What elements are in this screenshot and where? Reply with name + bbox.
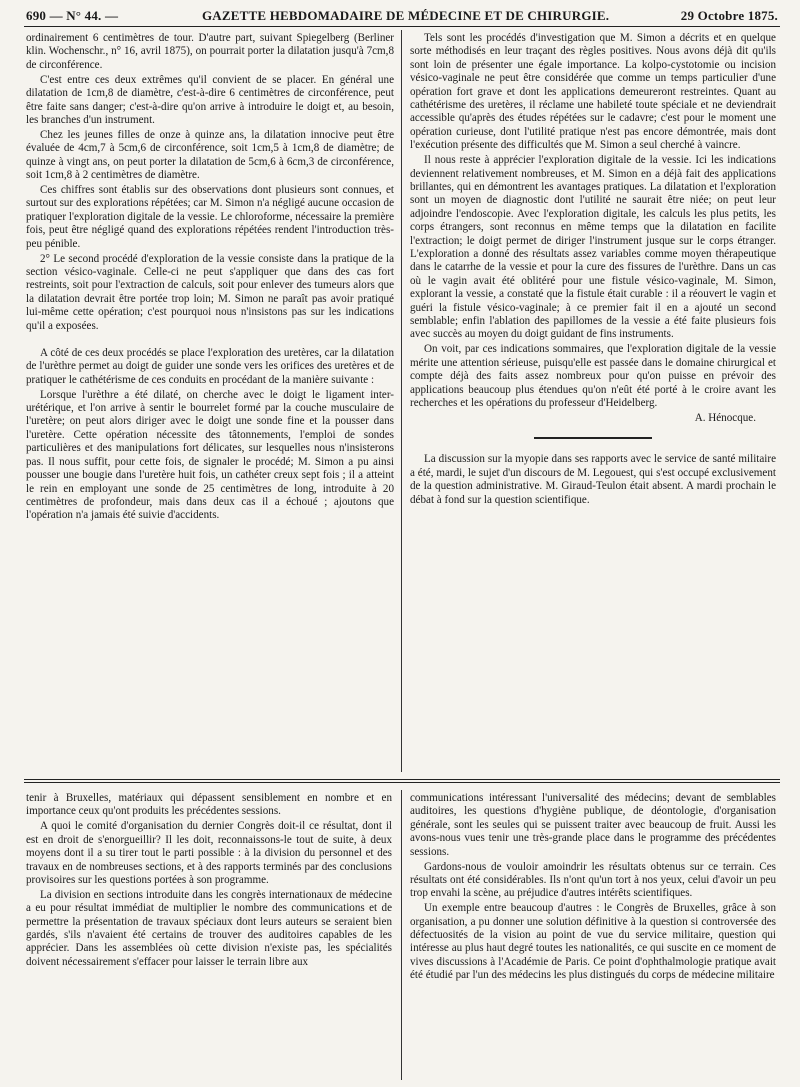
issue-date: 29 Octobre 1875.: [680, 8, 778, 23]
paragraph: communications intéressant l'universalité des médecins; devant de semblables auditoires, les questions d'hygiène publique, de déontologie, d'organisation générale, sont les seules qui se puissent traiter avec beaucoup de fruit. Aussi les avons-nous vues tenir une très-grande place dans le programme des précédentes sessions.: [410, 792, 776, 858]
section-separator: [534, 437, 652, 439]
column-divider: [401, 30, 402, 772]
feuilleton-rule-top: [24, 779, 780, 780]
paragraph: La division en sections introduite dans les congrès internationaux de médecine a eu pour résultat immédiat de multiplier le nombre des communications et de permettre la présentation de travaux spéciaux dont leurs auteurs se seraient bien gardés, s'ils n'avaient été certains de trouver des auditoires capables de les apprécier. Dans les assemblées où cette division n'existe pas, les spécialités doivent nécessairement s'effacer pour laisser le terrain libre aux: [26, 888, 392, 968]
paragraph: La discussion sur la myopie dans ses rapports avec le service de santé militaire a été, mardi, le sujet d'un discours de M. Legouest, qui s'est occupé exclusivement de la question administrative. M. Giraud-Teulon était absent. A mardi prochain le débat à fond sur la question scientifique.: [410, 453, 776, 506]
upper-left-column: [26, 32, 394, 524]
running-header: [26, 8, 778, 26]
paragraph: C'est entre ces deux extrêmes qu'il convient de se placer. En général une dilatation de 1cm,8 de diamètre, c'est-à-dire 6 centimètres de circonférence, peut être faite sans danger; c'est-à-dire qu'on arrive à introduire le doigt et, au besoin, les branches d'un instrument.: [26, 73, 394, 126]
journal-title: GAZETTE HEBDOMADAIRE DE MÉDECINE ET DE CHIRURGIE.: [202, 8, 610, 23]
lower-right-column: [410, 792, 776, 984]
feuilleton-rule-bottom: [24, 782, 780, 783]
lower-left-column: [26, 792, 392, 971]
paragraph: Chez les jeunes filles de onze à quinze ans, la dilatation innocive peut être évaluée de 4cm,7 à 5cm,6 de circonférence, soit 1cm,5 à 1cm,8 de diamètre; de quinze à vingt ans, on peut porter la dilatation de 5cm,6 à 6cm,3 de circonférence, soit 1cm,8 à 2 centimètres de diamètre.: [26, 128, 394, 182]
paragraph: tenir à Bruxelles, matériaux qui dépassent sensiblement en nombre et en importance ceux qu'ont produits les précédentes sessions.: [26, 792, 392, 818]
paragraph: Un exemple entre beaucoup d'autres : le Congrès de Bruxelles, grâce à son organisation, a pu donner une solution définitive à la question si controversée des défectuosités de la vision au point de vue du service militaire, question qui intéresse au plus haut degré toutes les nationalités, ce qui suscite en ce moment de vives discussions à l'Académie de Paris. Ce point d'ophthalmologie pratique avait été étudié par l'un des médecins les plus distingués du corps de médecine militaire: [410, 902, 776, 982]
author-signature: A. Hénocque.: [694, 411, 756, 424]
upper-right-column: [410, 32, 776, 508]
paragraph: Tels sont les procédés d'investigation que M. Simon a décrits et en quelque sorte méthodisés en leur traçant des règles positives. Nous avons déjà dit qu'ils sont loin de présenter une égale importance. La kolpo-cystotomie ou incision vésico-vaginale ne peut être considérée que comme un temps particulier d'une opération fort grave et dont les applications demeureront restreintes. Quant au cathétérisme des uretères, il réclame une habileté toute spéciale et ne deviendrait accessible qu'après des études répétées sur le cadavre; c'est pour le moment une opération curieuse, dont l'utilité pratique n'est pas encore démontrée, mais dont l'exécution présente des difficultés que M. Simon a seul cherché à vaincre.: [410, 32, 776, 152]
paragraph: Il nous reste à apprécier l'exploration digitale de la vessie. Ici les indications deviennent relativement nombreuses, et M. Simon en a déjà fait des applications brillantes, qui en démontrent les avantages pratiques. La dilatation et l'exploration sont un moyen de diagnostic dont l'utilité ne saurait être niée; on peut leur adjoindre l'endoscopie. Avec l'exploration digitale, les calculs les plus petits, les corps étrangers, sont reconnus en même temps que la dilatation en facilite l'extraction; le doigt permet de diriger l'instrument jusque sur le corps étranger. L'exploration a donné des résultats assez variables comme moyen thérapeutique dans le catarrhe de la vessie et pour la cure des fissures de l'urèthre. Dans un cas où le vagin avait été oblitéré pour une fistule vésico-vaginale, M. Simon, explorant la vessie, a constaté que la fistule était curable : il a réouvert le vagin et guéri la fistule vésico-vaginale; à ce premier fait il en a ajouté un second semblable; enfin l'ablation des papillomes de la vessie a été faite plusieurs fois avec succès au moyen du doigt guidant de fins instruments.: [410, 154, 776, 341]
header-rule: [24, 26, 780, 27]
paragraph: Gardons-nous de vouloir amoindrir les résultats obtenus sur ce terrain. Ces résultats ont été considérables. Ils n'ont qu'un tort à nos yeux, celui d'avoir un peu trop envahi la scène, au préjudice d'autres intérêts scientifiques.: [410, 860, 776, 900]
column-divider-lower: [401, 790, 402, 1080]
paragraph: On voit, par ces indications sommaires, que l'exploration digitale de la vessie mérite une attention sérieuse, puisqu'elle est passée dans le domaine chirurgical et compte déjà des faits assez nombreux pour qu'on puisse en prévoir des applications beaucoup plus étendues qu'on n'eût été porté à le croire avant les recherches et les opérations du professeur d'Heidelberg.: [410, 343, 776, 409]
page-number: 690 — N° 44. —: [26, 8, 119, 23]
paragraph: Ces chiffres sont établis sur des observations dont plusieurs sont connues, et surtout sur des explorations répétées; car M. Simon n'a négligé aucune occasion de pratiquer l'exploration digitale de la vessie. Le chloroforme, nécessaire la première fois, peut être négligé quand des explorations répétées rendent l'introduction très-peu pénible.: [26, 183, 394, 250]
paragraph: A côté de ces deux procédés se place l'exploration des uretères, car la dilatation de l'urèthre permet au doigt de guider une sonde vers les orifices des uretères et de pratiquer le cathétérisme de ces conduits en procédant de la manière suivante :: [26, 346, 394, 386]
paragraph: A quoi le comité d'organisation du dernier Congrès doit-il ce résultat, dont il est en droit de s'enorgueillir? Il les doit, reconnaissons-le tout de suite, à deux moyens dont il a su tirer tout le parti possible : à la division du personnel et des travaux en de nombreuses sections, et à des rapports terminés par des conclusions provisoires sur les questions portées à son programme.: [26, 820, 392, 886]
paragraph: 2° Le second procédé d'exploration de la vessie consiste dans la pratique de la section vésico-vaginale. Celle-ci ne peut s'appliquer que dans des cas fort restreints, soit pour l'extraction de calculs, soit pour enlever des tumeurs alors que la dilatation devrait être portée trop loin; M. Simon ne paraît pas avoir pratiqué lui-même cette opération; c'est pourquoi nous n'insistons pas sur les indications qu'il a exposées.: [26, 252, 394, 332]
paragraph: ordinairement 6 centimètres de tour. D'autre part, suivant Spiegelberg (Berliner klin. Wochenschr., n° 16, avril 1875), on pourrait porter la dilatation jusqu'à 7cm,8 de circonférence.: [26, 32, 394, 71]
paragraph: Lorsque l'urèthre a été dilaté, on cherche avec le doigt le ligament inter-urétérique, et l'on arrive à sentir le bourrelet formé par la couche musculaire de l'uretère; on peut alors diriger avec le doigt une sonde fine et la pousser dans l'uretère. Cette opération nécessite des tâtonnements, l'emploi de sondes particulières et des manipulations fort délicates, sur lesquelles nous n'insisterons pas. Il nous suffit, pour cette fois, de signaler le procédé; M. Simon a pu ainsi pousser une bougie dans l'uretère huit fois, un cathéter creux sept fois ; il a atteint le rein en employant une sonde de 25 centimètres de long, introduite à 20 centimètres de profondeur, mais dans deux cas il a échoué ; ajoutons que l'opération n'a jamais été suivie d'accidents.: [26, 388, 394, 522]
